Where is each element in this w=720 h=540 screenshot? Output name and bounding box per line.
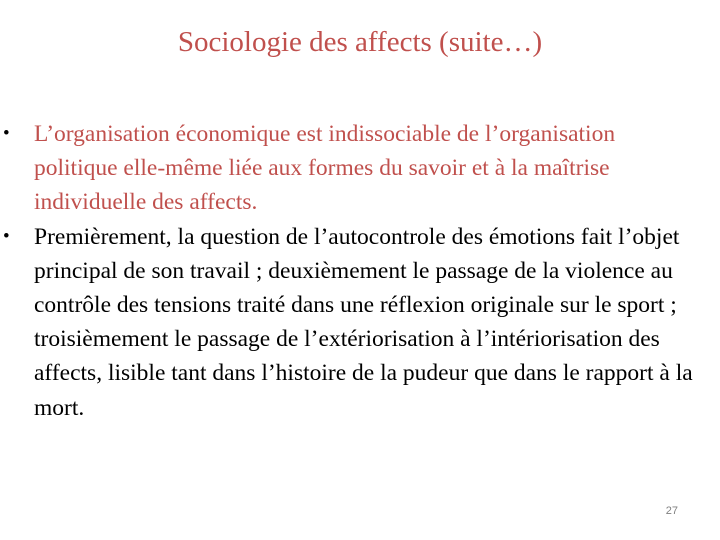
slide-title: Sociologie des affects (suite…) — [177, 26, 543, 58]
bullet-text: L’organisation économique est indissociable de l’organisation politique elle-même liée aux formes du savoir et à la maîtrise individuelle des affects. — [34, 121, 616, 216]
bullet-text: Premièrement, la question de l’autocontrole des émotions fait l’objet principal de son travail ; deuxièmement le passage de la violence au contrôle des tensions traité dans une réflexion originale sur le sport ; troisièmement le passage de l’extériorisation à l’intériorisation des affects, lisible tant dans l’histoire de la pudeur que dans le rapport à la mort. — [34, 223, 693, 421]
bullet-item-1 — [3, 117, 703, 220]
bullet-item-2 — [3, 220, 703, 425]
bullet-marker-icon: • — [3, 123, 10, 144]
bullet-marker-icon: • — [3, 225, 10, 247]
page-number: 27 — [665, 505, 678, 517]
bullet-list — [3, 117, 703, 425]
